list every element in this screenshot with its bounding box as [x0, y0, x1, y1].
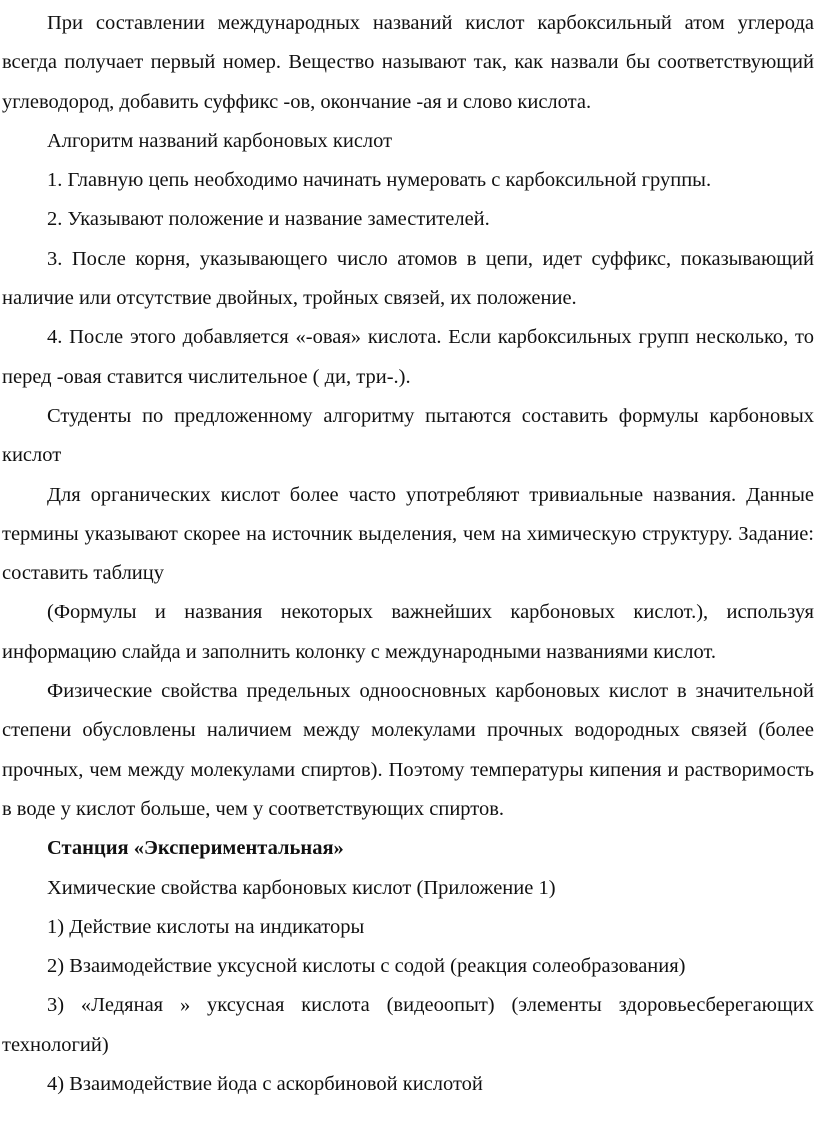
paragraph-trivial-names: Для органических кислот более часто употребляют тривиальные названия. Данные термины указывают скорее на источник выделения, чем на химическую структуру. Задание: составить таблицу	[2, 483, 814, 585]
experiment-item-3: 3) «Ледяная » уксусная кислота (видеоопыт) (элементы здоровьесберегающих технологий)	[2, 994, 814, 1056]
section-heading-experimental-station: Станция «Экспериментальная»	[47, 837, 344, 860]
algorithm-step-3: 3. После корня, указывающего число атомов в цепи, идет суффикс, показывающий наличие или отсутствие двойных, тройных связей, их положение.	[2, 247, 814, 310]
algorithm-step-2: 2. Указывают положение и название заместителей.	[47, 208, 490, 231]
paragraph-students-task: Студенты по предложенному алгоритму пытаются составить формулы карбоновых кислот	[2, 404, 814, 467]
experiment-item-1: 1) Действие кислоты на индикаторы	[47, 915, 365, 938]
paragraph-table-task: (Формулы и названия некоторых важнейших карбоновых кислот.), используя информацию слайда и заполнить колонку с международными названиями кислот.	[2, 601, 814, 663]
experiment-item-2: 2) Взаимодействие уксусной кислоты с содой (реакция солеобразования)	[47, 955, 686, 978]
experiment-item-4: 4) Взаимодействие йода с аскорбиновой кислотой	[47, 1073, 483, 1096]
paragraph-physical-properties: Физические свойства предельных одноосновных карбоновых кислот в значительной степени обусловлены наличием между молекулами прочных водородных связей (более прочных, чем между молекулами спиртов). Поэтому температуры кипения и растворимость в воде у кислот больше, чем у соответствующих спиртов.	[2, 680, 814, 820]
algorithm-step-1: 1. Главную цепь необходимо начинать нумеровать с карбоксильной группы.	[47, 169, 712, 192]
paragraph-algorithm-title: Алгоритм названий карбоновых кислот	[47, 129, 393, 152]
paragraph-chemical-properties: Химические свойства карбоновых кислот (Приложение 1)	[47, 876, 556, 899]
algorithm-step-4: 4. После этого добавляется «-овая» кислота. Если карбоксильных групп несколько, то перед -овая ставится числительное ( ди, три-.).	[2, 326, 814, 388]
paragraph-iupac-naming-intro: При составлении международных названий кислот карбоксильный атом углерода всегда получает первый номер. Вещество называют так, как назвали бы соответствующий углеводород, добавить суффикс -ов, окончание -ая и слово кислота.	[2, 12, 814, 113]
